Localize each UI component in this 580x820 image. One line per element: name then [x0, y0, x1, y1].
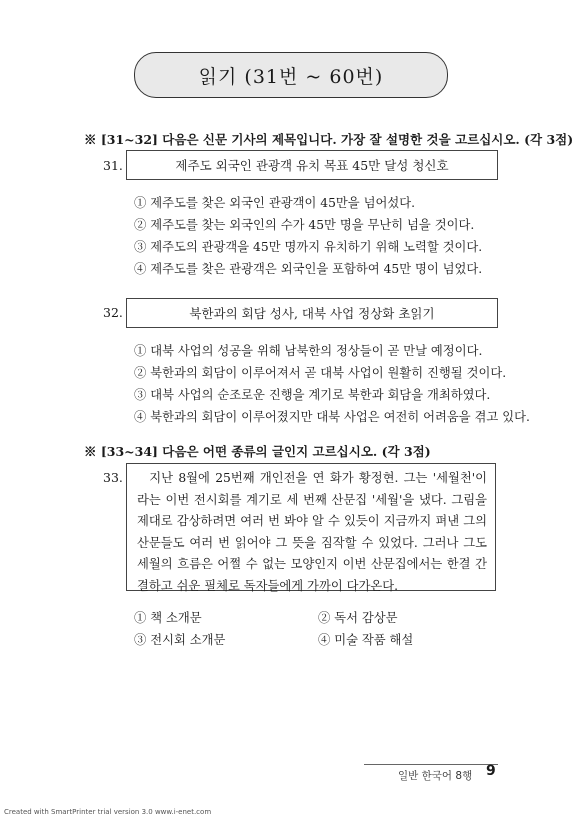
footer-label: 일반 한국어 8행	[398, 770, 473, 782]
option-32-3[interactable]: ③ 대북 사업의 순조로운 진행을 계기로 북한과 회담을 개최하였다.	[134, 388, 491, 402]
passage-33: 지난 8월에 25번째 개인전을 연 화가 황정현. 그는 '세월천'이라는 이번 전시회를 계기로 세 번째 산문집 '세월'을 냈다. 그림을 제대로 감상하려면 여러 번 봐야 알 수 있듯이 지금까지 펴낸 그의 산문들도 여러 번 읽어야 그 뜻을 짐작할 수 있었다. 그러나 그도 세월의 흐름은 어쩔 수 없는 모양인지 이번 산문집에서는 한결 간결하고 쉬운 필체로 독자들에게 가까이 다가온다.	[137, 471, 487, 593]
headline-31: 제주도 외국인 관광객 유치 목표 45만 달성 청신호	[175, 158, 449, 173]
option-31-4[interactable]: ④ 제주도를 찾은 관광객은 외국인을 포함하여 45만 명이 넘었다.	[134, 262, 483, 276]
option-32-1[interactable]: ① 대북 사업의 성공을 위해 남북한의 정상들이 곧 만날 예정이다.	[134, 344, 483, 358]
headline-box-32	[126, 298, 498, 328]
option-32-2[interactable]: ② 북한과의 회담이 이루어져서 곧 대북 사업이 원활히 진행될 것이다.	[134, 366, 507, 380]
section-title: 읽기 (31번 ~ 60번)	[198, 65, 384, 88]
question-number-32: 32.	[103, 305, 123, 320]
option-31-3[interactable]: ③ 제주도의 관광객을 45만 명까지 유치하기 위해 노력할 것이다.	[134, 240, 483, 254]
section-title-banner	[134, 52, 448, 98]
option-31-1[interactable]: ① 제주도를 찾은 외국인 관광객이 45만을 넘어섰다.	[134, 196, 416, 210]
option-33-3[interactable]: ③ 전시회 소개문	[134, 633, 226, 647]
option-32-4[interactable]: ④ 북한과의 회담이 이루어졌지만 대북 사업은 여전히 어려움을 겪고 있다.	[134, 410, 530, 424]
question-number-31: 31.	[103, 158, 123, 173]
footer-rule	[364, 764, 498, 765]
headline-box-31	[126, 150, 498, 180]
instruction-33-34: ※ [33~34] 다음은 어떤 종류의 글인지 고르십시오. (각 3점)	[84, 444, 431, 459]
option-33-2[interactable]: ② 독서 감상문	[318, 611, 398, 625]
option-33-1[interactable]: ① 책 소개문	[134, 611, 202, 625]
printer-credit: Created with SmartPrinter trial version 3.0 www.i-enet.com	[4, 808, 212, 816]
headline-32: 북한과의 회담 성사, 대북 사업 정상화 초읽기	[189, 306, 435, 321]
option-33-4[interactable]: ④ 미술 작품 해설	[318, 633, 414, 647]
passage-box-33	[126, 463, 496, 591]
instruction-31-32: ※ [31~32] 다음은 신문 기사의 제목입니다. 가장 잘 설명한 것을 고르십시오. (각 3점)	[84, 132, 574, 147]
page-number: 9	[486, 763, 496, 779]
option-31-2[interactable]: ② 제주도를 찾는 외국인의 수가 45만 명을 무난히 넘을 것이다.	[134, 218, 475, 232]
question-number-33: 33.	[103, 470, 123, 485]
